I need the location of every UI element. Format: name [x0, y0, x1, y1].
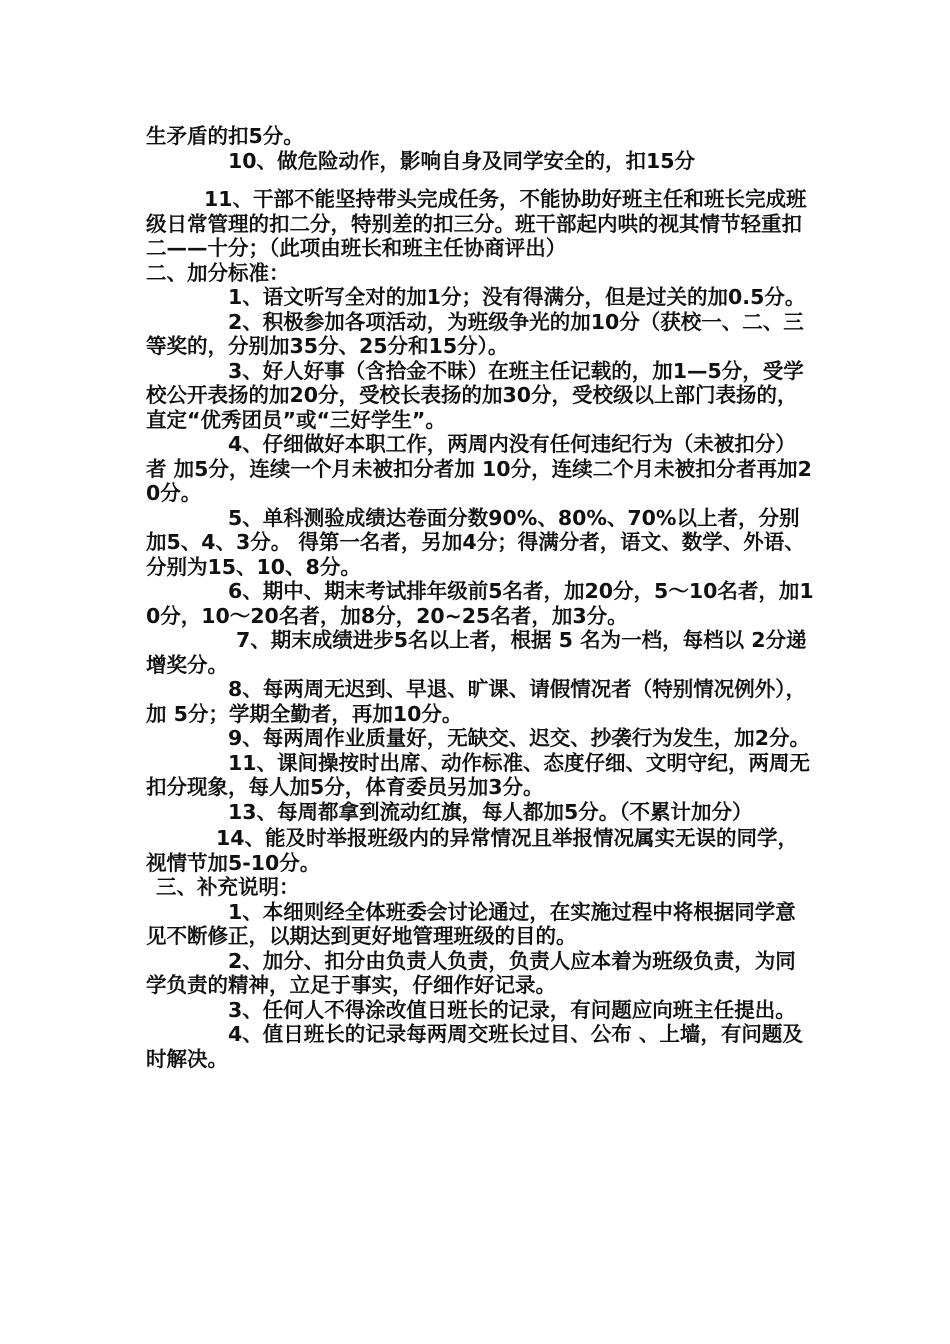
- bonus-item-14: 14、能及时举报班级内的异常情况且举报情况属实无误的同学，视情节加5-10分。: [146, 826, 799, 875]
- bonus-item-2: 2、积极参加各项活动，为班级争光的加10分（获校一、二、三等奖的，分别加35分、25分和15分）。: [146, 309, 804, 358]
- paragraph-continuation: 生矛盾的扣5分。: [146, 124, 304, 148]
- bonus-item-4: 4、仔细做好本职工作，两周内没有任何违纪行为（未被扣分）者 加5分，连续一个月未被扣分者加 10分，连续二个月未被扣分者再加20分。: [146, 432, 812, 505]
- bonus-item-7: 7、期末成绩进步5名以上者，根据 5 名为一档，每档以 2分递增奖分。: [146, 628, 807, 677]
- bonus-item-8: 8、每两周无迟到、早退、旷课、请假情况者（特别情况例外），加 5分；学期全勤者，再加10分。: [146, 677, 807, 726]
- bonus-item-11: 11、课间操按时出席、动作标准、态度仔细、文明守纪，两周无扣分现象，每人加5分，体育委员另加3分。: [146, 750, 811, 799]
- supplement-item-3: 3、任何人不得涂改值日班长的记录，有问题应向班主任提出。: [228, 997, 796, 1022]
- section-heading-bonus: 二、加分标准：: [146, 260, 290, 285]
- bonus-item-9: 9、每两周作业质量好，无缺交、迟交、抄袭行为发生，加2分。: [228, 726, 811, 750]
- deduction-item-11: 11、干部不能坚持带头完成任务，不能协助好班主任和班长完成班级日常管理的扣二分，特别差的扣三分。班干部起内哄的视其情节轻重扣二——十分；（此项由班长和班主任协商评出）: [146, 187, 807, 260]
- bonus-item-13: 13、每周都拿到流动红旗，每人都加5分。（不累计加分）: [228, 799, 753, 824]
- supplement-item-4: 4、值日班长的记录每两周交班长过目、公布 、上墙，有问题及时解决。: [146, 1022, 803, 1071]
- bonus-item-6: 6、期中、期末考试排年级前5名者，加20分，5～10名者，加10分，10～20名者，加8分，20~25名者，加3分。: [146, 579, 814, 628]
- document-body: [146, 124, 816, 1071]
- section-heading-supplement: 三、补充说明：: [156, 875, 300, 899]
- bonus-item-5: 5、单科测验成绩达卷面分数90%、80%、70%以上者，分别加5、4、3分。 得第一名者，另加4分；得满分者，语文、数学、外语、分别为15、10、8分。: [146, 505, 805, 579]
- deduction-item-10: 10、做危险动作，影响自身及同学安全的，扣15分: [228, 148, 696, 173]
- supplement-item-2: 2、加分、扣分由负责人负责，负责人应本着为班级负责，为同学负责的精神，立足于事实，仔细作好记录。: [146, 948, 796, 997]
- bonus-item-3: 3、好人好事（含拾金不昧）在班主任记载的，加1—5分，受学校公开表扬的加20分，受校长表扬的加30分，受校级以上部门表扬的，直定“优秀团员”或“三好学生”。: [146, 358, 804, 432]
- bonus-item-1: 1、语文听写全对的加1分；没有得满分，但是过关的加0.5分。: [228, 285, 806, 309]
- supplement-item-1: 1、本细则经全体班委会讨论通过，在实施过程中将根据同学意见不断修正，以期达到更好地管理班级的目的。: [146, 899, 796, 948]
